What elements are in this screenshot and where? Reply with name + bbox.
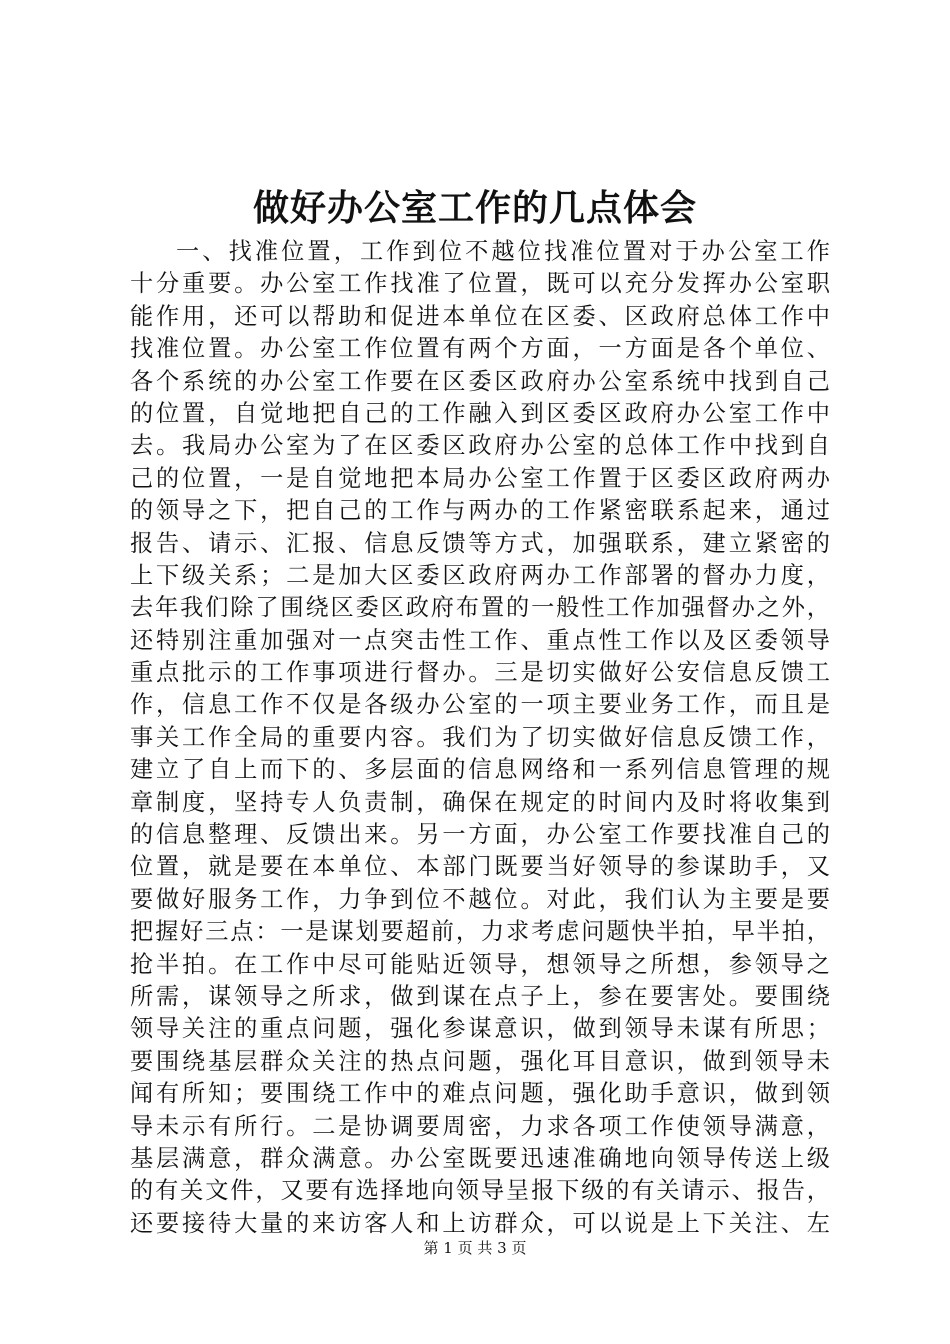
body-line: 能作用，还可以帮助和促进本单位在区委、区政府总体工作中 [130, 302, 830, 330]
body-line: 的信息整理、反馈出来。另一方面，办公室工作要找准自己的 [130, 821, 830, 849]
body-line: 位置，就是要在本单位、本部门既要当好领导的参谋助手，又 [130, 853, 830, 881]
body-line: 章制度，坚持专人负责制，确保在规定的时间内及时将收集到 [130, 788, 830, 816]
body-line: 要围绕基层群众关注的热点问题，强化耳目意识，做到领导未 [130, 1047, 830, 1075]
body-line: 己的位置，一是自觉地把本局办公室工作置于区委区政府两办 [130, 464, 830, 492]
body-line: 闻有所知；要围绕工作中的难点问题，强化助手意识，做到领 [130, 1080, 830, 1108]
body-line: 还特别注重加强对一点突击性工作、重点性工作以及区委领导 [130, 626, 830, 654]
body-line: 一、找准位置，工作到位不越位找准位置对于办公室工作 [176, 238, 830, 265]
body-line: 去。我局办公室为了在区委区政府办公室的总体工作中找到自 [130, 432, 830, 460]
body-line: 还要接待大量的来访客人和上访群众，可以说是上下关注、左 [130, 1209, 830, 1237]
body-line: 作，信息工作不仅是各级办公室的一项主要业务工作，而且是 [130, 691, 830, 719]
body-line: 的领导之下，把自己的工作与两办的工作紧密联系起来，通过 [130, 497, 830, 525]
body-line: 去年我们除了围绕区委区政府布置的一般性工作加强督办之外， [130, 594, 830, 622]
body-line: 找准位置。办公室工作位置有两个方面，一方面是各个单位、 [130, 335, 830, 363]
body-line: 重点批示的工作事项进行督办。三是切实做好公安信息反馈工 [130, 659, 830, 687]
body-line: 基层满意，群众满意。办公室既要迅速准确地向领导传送上级 [130, 1144, 830, 1172]
document-body [130, 236, 830, 1240]
body-line: 的位置，自觉地把自己的工作融入到区委区政府办公室工作中 [130, 399, 830, 427]
body-line: 报告、请示、汇报、信息反馈等方式，加强联系，建立紧密的 [130, 529, 830, 557]
body-line: 把握好三点：一是谋划要超前，力求考虑问题快半拍，早半拍， [130, 918, 830, 946]
body-line: 建立了自上而下的、多层面的信息网络和一系列信息管理的规 [130, 756, 830, 784]
body-line: 各个系统的办公室工作要在区委区政府办公室系统中找到自己 [130, 367, 830, 395]
document-title: 做好办公室工作的几点体会 [252, 187, 697, 229]
page-number: 第 1 页 共 3 页 [423, 1239, 527, 1257]
body-line: 的有关文件，又要有选择地向领导呈报下级的有关请示、报告， [130, 1177, 830, 1205]
body-line: 上下级关系；二是加大区委区政府两办工作部署的督办力度， [130, 561, 830, 589]
body-line: 导未示有所行。二是协调要周密，力求各项工作使领导满意， [130, 1112, 830, 1140]
body-line: 所需，谋领导之所求，做到谋在点子上，参在要害处。要围绕 [130, 982, 830, 1010]
body-line: 事关工作全局的重要内容。我们为了切实做好信息反馈工作， [130, 723, 830, 751]
body-line: 领导关注的重点问题，强化参谋意识，做到领导未谋有所思； [130, 1015, 830, 1043]
body-line: 要做好服务工作，力争到位不越位。对此，我们认为主要是要 [130, 885, 830, 913]
body-line: 十分重要。办公室工作找准了位置，既可以充分发挥办公室职 [130, 270, 830, 298]
body-line: 抢半拍。在工作中尽可能贴近领导，想领导之所想，参领导之 [130, 950, 830, 978]
